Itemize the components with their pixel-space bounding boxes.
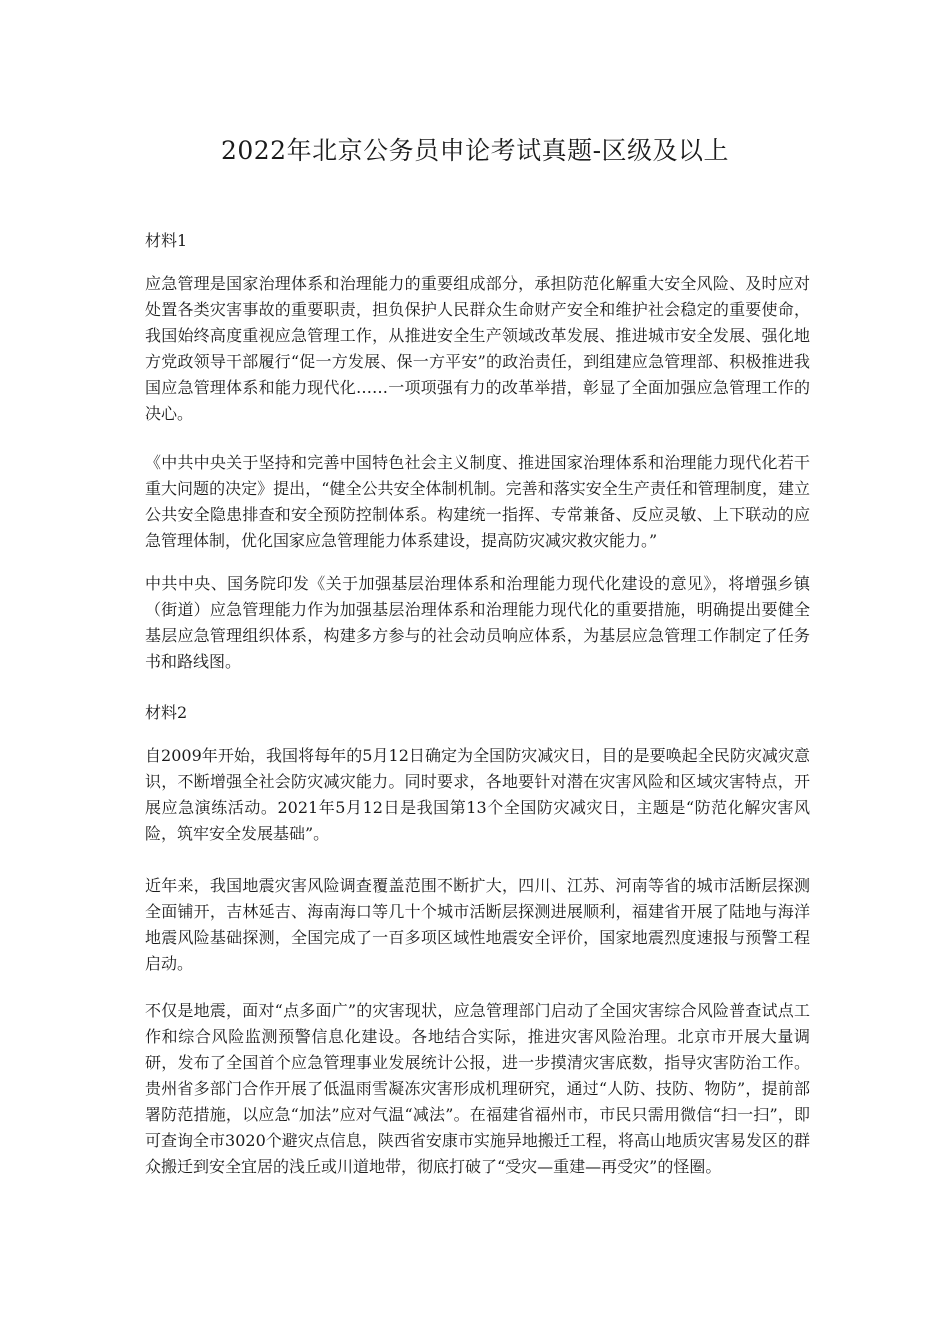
paragraph-2-2: 近年来，我国地震灾害风险调查覆盖范围不断扩大，四川、江苏、河南等省的城市活断层探测全面铺开，吉林延吉、海南海口等几十个城市活断层探测进展顺利，福建省开展了陆地与海洋地震风险基础探测，全国完成了一百多项区域性地震安全评价，国家地震烈度速报与预警工程启动。	[145, 876, 810, 973]
paragraph-1-1: 应急管理是国家治理体系和治理能力的重要组成部分，承担防范化解重大安全风险、及时应对处置各类灾害事故的重要职责，担负保护人民群众生命财产安全和维护社会稳定的重要使命，我国始终高度重视应急管理工作，从推进安全生产领域改革发展、推进城市安全发展、强化地方党政领导干部履行“促一方发展、保一方平安”的政治责任，到组建应急管理部、积极推进我国应急管理体系和能力现代化……一项项强有力的改革举措，彰显了全面加强应急管理工作的决心。	[145, 274, 810, 423]
section-heading-material-2: 材料2	[145, 703, 188, 722]
paragraph-1-3: 中共中央、国务院印发《关于加强基层治理体系和治理能力现代化建设的意见》，将增强乡镇（街道）应急管理能力作为加强基层治理体系和治理能力现代化的重要措施，明确提出要健全基层应急管理组织体系，构建多方参与的社会动员响应体系，为基层应急管理工作制定了任务书和路线图。	[145, 574, 810, 671]
paragraph-1-2: 《中共中央关于坚持和完善中国特色社会主义制度、推进国家治理体系和治理能力现代化若干重大问题的决定》提出，“健全公共安全体制机制。完善和落实安全生产责任和管理制度，建立公共安全隐患排查和安全预防控制体系。构建统一指挥、专常兼备、反应灵敏、上下联动的应急管理体制，优化国家应急管理能力体系建设，提高防灾减灾救灾能力。”	[145, 453, 810, 550]
section-heading-material-1: 材料1	[145, 231, 188, 250]
document-title: 2022年北京公务员申论考试真题-区级及以上	[220, 136, 730, 165]
paragraph-2-1: 自2009年开始，我国将每年的5月12日确定为全国防灾减灾日，目的是要唤起全民防灾减灾意识，不断增强全社会防灾减灾能力。同时要求，各地要针对潜在灾害风险和区域灾害特点，开展应急演练活动。2021年5月12日是我国第13个全国防灾减灾日，主题是“防范化解灾害风险，筑牢安全发展基础”。	[145, 746, 810, 843]
paragraph-2-3: 不仅是地震，面对“点多面广”的灾害现状，应急管理部门启动了全国灾害综合风险普查试点工作和综合风险监测预警信息化建设。各地结合实际，推进灾害风险治理。北京市开展大量调研，发布了全国首个应急管理事业发展统计公报，进一步摸清灾害底数，指导灾害防治工作。贵州省多部门合作开展了低温雨雪凝冻灾害形成机理研究，通过“人防、技防、物防”，提前部署防范措施，以应急“加法”应对气温“减法”。在福建省福州市，市民只需用微信“扫一扫”，即可查询全市3020个避灾点信息，陕西省安康市实施异地搬迁工程，将高山地质灾害易发区的群众搬迁到安全宜居的浅丘或川道地带，彻底打破了“受灾—重建—再受灾”的怪圈。	[145, 1001, 810, 1176]
